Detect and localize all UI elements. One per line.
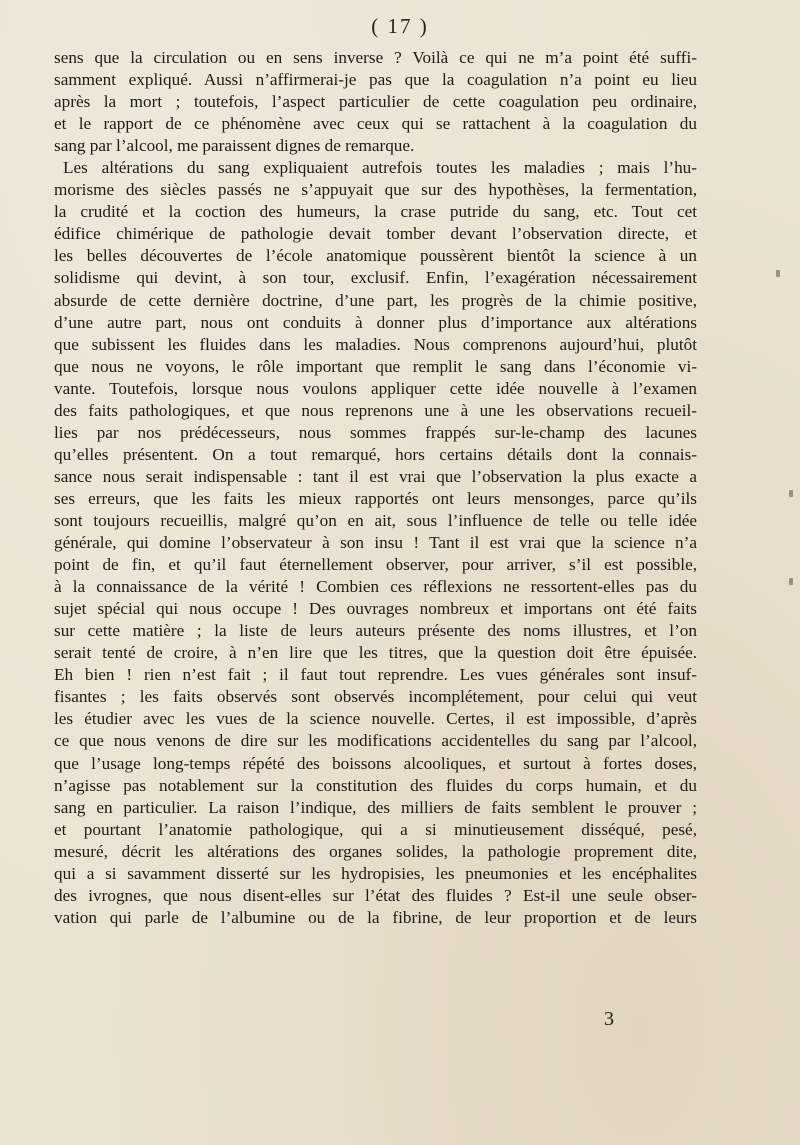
text-line: fisantes ; les faits observés sont observés incomplétement, pour celui qui veut — [54, 687, 697, 707]
text-line: et pourtant l’anatomie pathologique, qui a si minutieusement disséqué, pesé, — [54, 819, 697, 839]
text-line: n’agisse pas notablement sur la constitution des fluides du corps humain, et du — [54, 775, 697, 795]
text-line: générale, qui domine l’observateur à son insu ! Tant il est vrai que la science n’a — [54, 533, 697, 553]
text-line: des ivrognes, que nous disent-elles sur l’état des fluides ? Est-il une seule obser- — [54, 885, 697, 905]
text-line: des faits pathologiques, et que nous reprenons une à une les observations recueil- — [54, 400, 697, 420]
text-line: Les altérations du sang expliquaient autrefois toutes les maladies ; mais l’hu- — [63, 158, 697, 178]
text-line: sang en particulier. La raison l’indique, des milliers de faits semblent le prouver ; — [54, 797, 697, 817]
margin-ink-mark — [789, 578, 793, 585]
text-line: serait tenté de croire, à n’en lire que les titres, que la question doit être épuisée. — [54, 643, 697, 663]
text-line: édifice chimérique de pathologie devait tomber devant l’observation directe, et — [54, 224, 697, 244]
text-line: ce que nous venons de dire sur les modifications accidentelles du sang par l’alcool, — [54, 731, 697, 751]
text-line: sance nous serait indispensable : tant il est vrai que l’observation la plus exacte a — [54, 466, 697, 486]
body-text — [54, 47, 697, 929]
text-line: la crudité et la coction des humeurs, la crase putride du sang, etc. Tout cet — [54, 202, 697, 222]
text-line: qu’elles présentent. On a tout remarqué, hors certains détails dont la connais- — [54, 444, 697, 464]
text-line: point de fin, et qu’il faut éternellement observer, pour arriver, s’il est possible, — [54, 555, 697, 575]
text-line: les étudier avec les vues de la science nouvelle. Certes, il est impossible, d’après — [54, 709, 697, 729]
text-line: lies par nos prédécesseurs, nous sommes frappés sur-le-champ des lacunes — [54, 422, 697, 442]
text-line: que subissent les fluides dans les maladies. Nous comprenons aujourd’hui, plutôt — [54, 334, 697, 354]
text-line: qui a si savamment disserté sur les hydropisies, les pneumonies et les encéphalites — [54, 863, 697, 883]
text-line: que l’usage long-temps répété des boissons alcooliques, et surtout à fortes doses, — [54, 753, 697, 773]
text-line: morisme des siècles passés ne s’appuyait que sur des hypothèses, la fermentation, — [54, 180, 697, 200]
text-line: ses erreurs, que les faits les mieux rapportés ont leurs mensonges, parce qu’ils — [54, 488, 697, 508]
signature-mark: 3 — [604, 1008, 614, 1030]
text-line: sur cette matière ; la liste de leurs auteurs présente des noms illustres, et l’on — [54, 621, 697, 641]
text-line: que nous ne voyons, le rôle important que remplit le sang dans l’économie vi- — [54, 356, 697, 376]
text-line: sens que la circulation ou en sens inverse ? Voilà ce qui ne m’a point été suffi- — [54, 48, 697, 67]
text-line: les belles découvertes de l’école anatomique poussèrent bientôt la science à un — [54, 246, 697, 266]
text-line: sang par l’alcool, me paraissent dignes de remarque. — [54, 136, 415, 156]
text-line: d’une autre part, nous ont conduits à donner plus d’importance aux altérations — [54, 312, 697, 332]
text-line: et le rapport de ce phénomène avec ceux qui se rattachent à la coagulation du — [54, 114, 697, 134]
text-line: absurde de cette dernière doctrine, d’une part, les progrès de la chimie positive, — [54, 290, 697, 310]
text-line: solidisme qui devint, à son tour, exclusif. Enfin, l’exagération nécessairement — [54, 268, 697, 288]
page-number: ( 17 ) — [371, 14, 429, 38]
text-line: sujet spécial qui nous occupe ! Des ouvrages nombreux et importans ont été faits — [54, 599, 697, 619]
text-line: après la mort ; toutefois, l’aspect particulier de cette coagulation peu ordinaire, — [54, 92, 697, 112]
text-line: samment expliqué. Aussi n’affirmerai-je pas que la coagulation n’a point eu lieu — [54, 70, 697, 90]
text-line: sont toujours recueillis, malgré qu’on en ait, sous l’influence de telle ou telle idée — [54, 510, 697, 530]
margin-ink-mark — [776, 270, 780, 277]
text-line: vation qui parle de l’albumine ou de la fibrine, de leur proportion et de leurs — [54, 907, 697, 927]
text-line: à la connaissance de la vérité ! Combien ces réflexions ne ressortent-elles pas du — [54, 577, 697, 597]
margin-ink-mark — [789, 490, 793, 497]
text-line: Eh bien ! rien n’est fait ; il faut tout reprendre. Les vues générales sont insuf- — [54, 665, 697, 685]
text-line: vante. Toutefois, lorsque nous voulons appliquer cette idée nouvelle à l’examen — [54, 378, 697, 398]
text-line: mesuré, décrit les altérations des organes solides, la pathologie proprement dite, — [54, 841, 697, 861]
